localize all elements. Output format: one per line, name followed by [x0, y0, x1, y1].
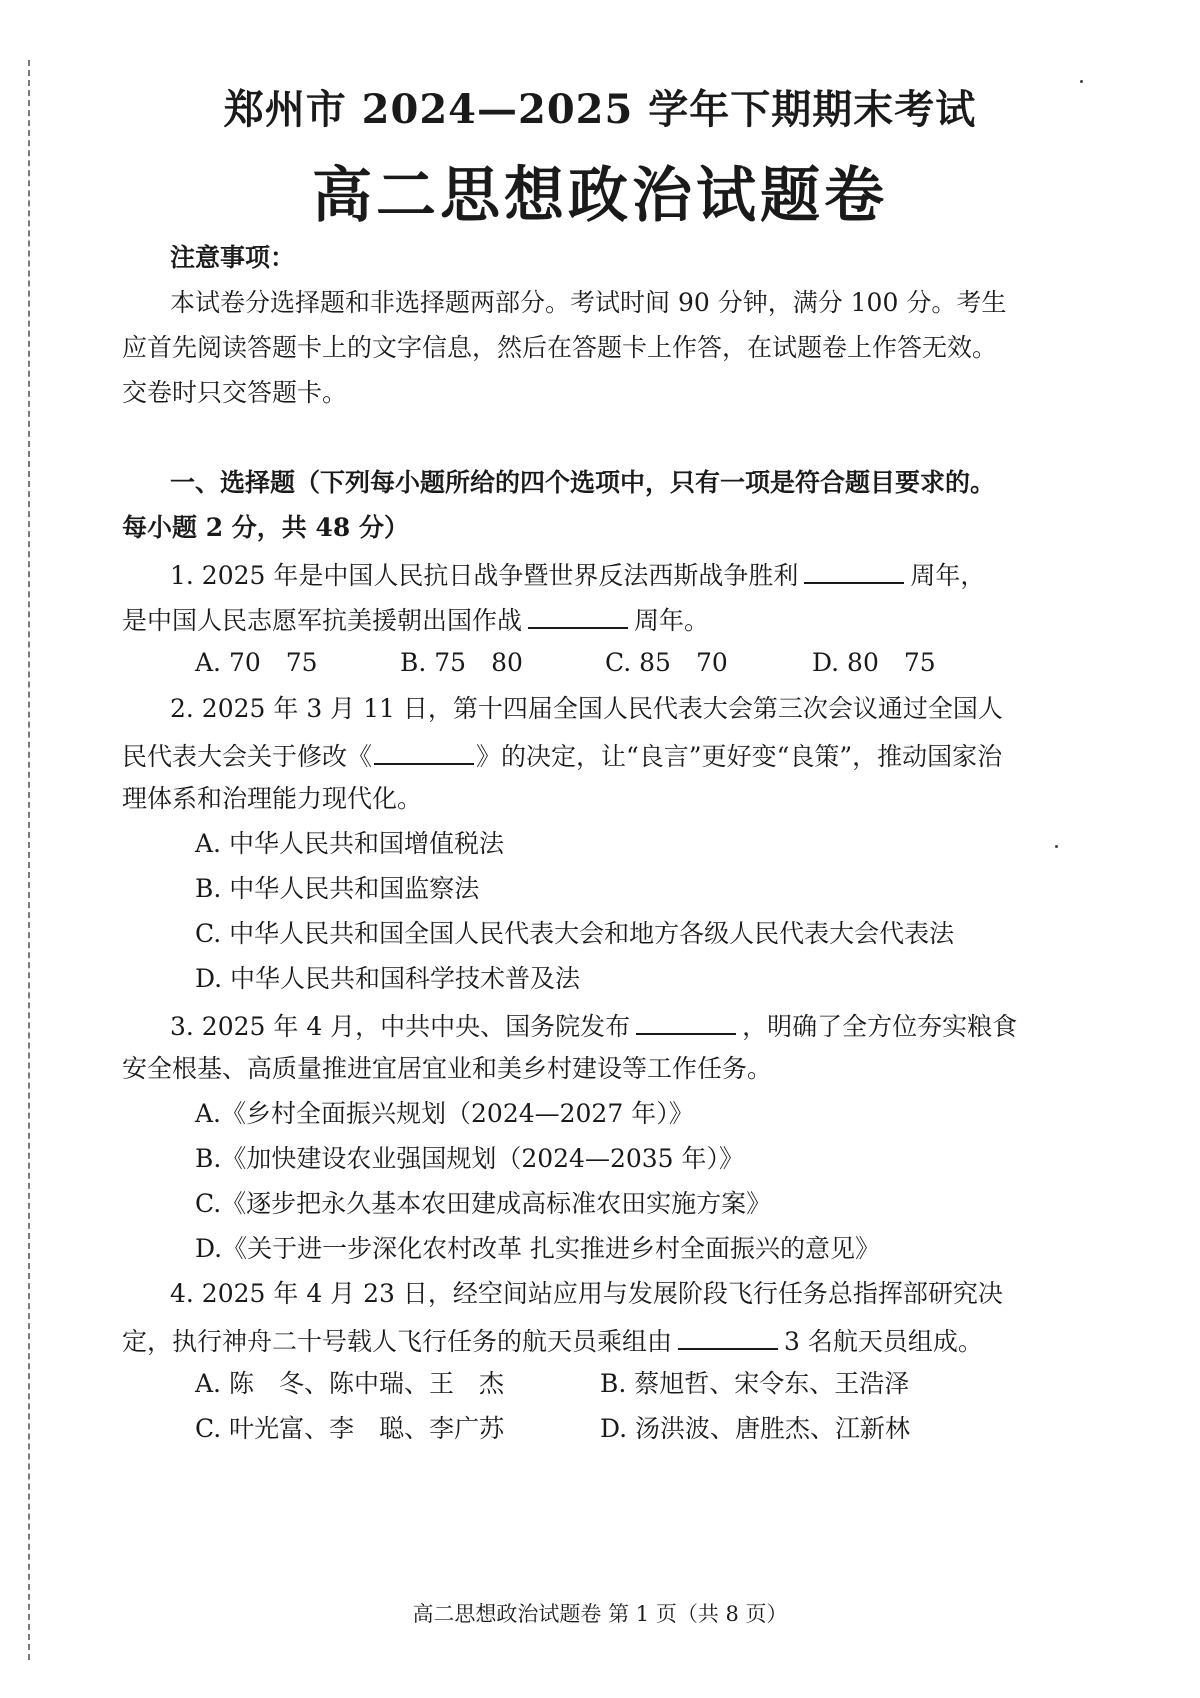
- option-a: A.《乡村全面振兴规划（2024—2027 年）》: [195, 1099, 694, 1128]
- answer-blank: [804, 558, 904, 584]
- question-3-line: 安全根基、高质量推进宜居宜业和美乡村建设等工作任务。: [122, 1054, 773, 1083]
- option-a: A. 70 75: [195, 648, 318, 677]
- notice-line: 交卷时只交答题卡。: [122, 378, 348, 407]
- answer-blank: [636, 1009, 736, 1035]
- option-d: D. 中华人民共和国科学技术普及法: [195, 964, 581, 993]
- option-b: B. 75 80: [400, 648, 523, 677]
- option-b: B. 蔡旭哲、宋令东、王浩泽: [600, 1369, 910, 1398]
- question-3-line: 3. 2025 年 4 月，中共中央、国务院发布 ，明确了全方位夯实粮食: [170, 1009, 1017, 1039]
- question-4-line: 定，执行神舟二十号载人飞行任务的航天员乘组由 3 名航天员组成。: [122, 1324, 983, 1354]
- notice-line: 本试卷分选择题和非选择题两部分。考试时间 90 分钟，满分 100 分。考生: [170, 288, 1007, 317]
- option-c: C. 叶光富、李 聪、李广苏: [195, 1414, 505, 1443]
- exam-title: 郑州市 2024—2025 学年下期期末考试: [223, 86, 977, 133]
- page-footer: 高二思想政治试题卷 第 1 页（共 8 页）: [412, 1602, 788, 1626]
- paper-title: 高二思想政治试题卷: [312, 161, 888, 231]
- scan-speck: [1055, 845, 1058, 848]
- answer-blank: [678, 1324, 778, 1350]
- question-1-line: 是中国人民志愿军抗美援朝出国作战 周年。: [122, 603, 709, 633]
- option-a: A. 陈 冬、陈中瑞、王 杰: [195, 1369, 504, 1398]
- question-2-line: 理体系和治理能力现代化。: [122, 784, 423, 813]
- option-a: A. 中华人民共和国增值税法: [195, 829, 504, 858]
- binding-dashed-line: [28, 60, 30, 1660]
- option-c: C. 中华人民共和国全国人民代表大会和地方各级人民代表大会代表法: [195, 919, 955, 948]
- answer-blank: [528, 603, 628, 629]
- question-1-line: 1. 2025 年是中国人民抗日战争暨世界反法西斯战争胜利 周年，: [170, 558, 985, 588]
- option-d: D. 80 75: [812, 648, 936, 677]
- notice-heading: 注意事项：: [170, 243, 296, 272]
- option-c: C. 85 70: [605, 648, 728, 677]
- option-c: C.《逐步把永久基本农田建成高标准农田实施方案》: [195, 1189, 772, 1218]
- question-2-line: 2. 2025 年 3 月 11 日，第十四届全国人民代表大会第三次会议通过全国人: [170, 694, 1003, 723]
- question-2-line: 民代表大会关于修改《 》的决定，让“良言”更好变“良策”，推动国家治: [122, 739, 1002, 769]
- section-heading: 一、选择题（下列每小题所给的四个选项中，只有一项是符合题目要求的。: [170, 468, 996, 497]
- answer-blank: [374, 739, 474, 765]
- option-b: B.《加快建设农业强国规划（2024—2035 年）》: [195, 1144, 745, 1173]
- option-d: D. 汤洪波、唐胜杰、江新林: [600, 1414, 911, 1443]
- section-heading: 每小题 2 分，共 48 分）: [122, 513, 410, 542]
- notice-line: 应首先阅读答题卡上的文字信息，然后在答题卡上作答，在试题卷上作答无效。: [122, 333, 998, 362]
- question-4-line: 4. 2025 年 4 月 23 日，经空间站应用与发展阶段飞行任务总指挥部研究决: [170, 1279, 1003, 1308]
- option-b: B. 中华人民共和国监察法: [195, 874, 480, 903]
- option-d: D.《关于进一步深化农村改革 扎实推进乡村全面振兴的意见》: [195, 1234, 881, 1263]
